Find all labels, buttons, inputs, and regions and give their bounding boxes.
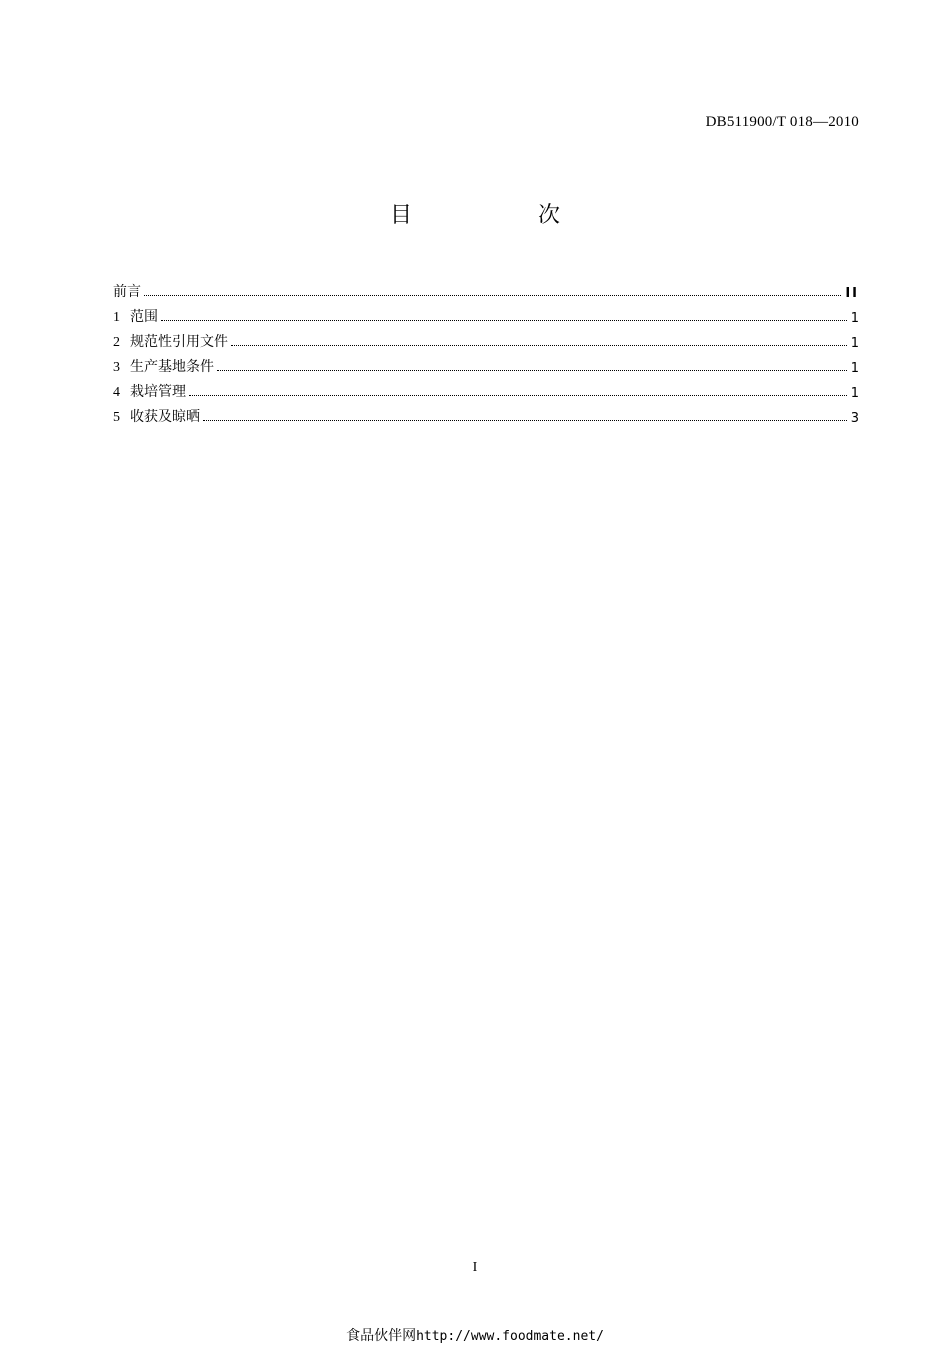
document-code: DB511900/T 018—2010 — [705, 114, 859, 130]
toc-item-number: 5 — [113, 410, 120, 425]
toc-item-text: 收获及晾晒 — [130, 409, 200, 425]
toc-leader-dots — [189, 395, 847, 396]
toc-leader-dots — [231, 345, 847, 346]
page-number: I — [472, 1260, 478, 1275]
toc-item-number: 3 — [113, 360, 120, 375]
toc-item-cultivation[interactable] — [113, 376, 859, 401]
toc-item-page: 1 — [850, 311, 859, 326]
toc-item-harvest[interactable] — [113, 401, 859, 426]
toc-item-number: 2 — [113, 335, 120, 350]
toc-item-page: 3 — [850, 411, 859, 426]
toc-leader-dots — [144, 295, 841, 296]
toc-leader-dots — [203, 420, 847, 421]
toc-item-page: 1 — [850, 336, 859, 351]
toc-title: 目 次 — [389, 203, 612, 228]
toc-item-text: 范围 — [130, 309, 158, 325]
toc-item-normative-references[interactable] — [113, 326, 859, 351]
toc-item-text: 栽培管理 — [130, 384, 186, 400]
toc-leader-dots — [161, 320, 847, 321]
toc-item-text: 生产基地条件 — [130, 359, 214, 375]
toc-item-page: II — [845, 286, 859, 301]
toc-item-number: 1 — [113, 310, 120, 325]
watermark-url[interactable]: http://www.foodmate.net/ — [416, 1329, 604, 1344]
toc-item-number: 4 — [113, 385, 120, 400]
toc-item-page: 1 — [850, 361, 859, 376]
toc-item-text: 前言 — [113, 284, 141, 300]
toc-item-text: 规范性引用文件 — [130, 334, 228, 350]
toc-item-page: 1 — [850, 386, 859, 401]
toc-item-production-base[interactable] — [113, 351, 859, 376]
footer-watermark — [0, 1325, 950, 1345]
table-of-contents — [113, 276, 859, 426]
toc-item-scope[interactable] — [113, 301, 859, 326]
toc-item-foreword[interactable] — [113, 276, 859, 301]
watermark-site-name: 食品伙伴网 — [346, 1328, 417, 1344]
toc-leader-dots — [217, 370, 847, 371]
